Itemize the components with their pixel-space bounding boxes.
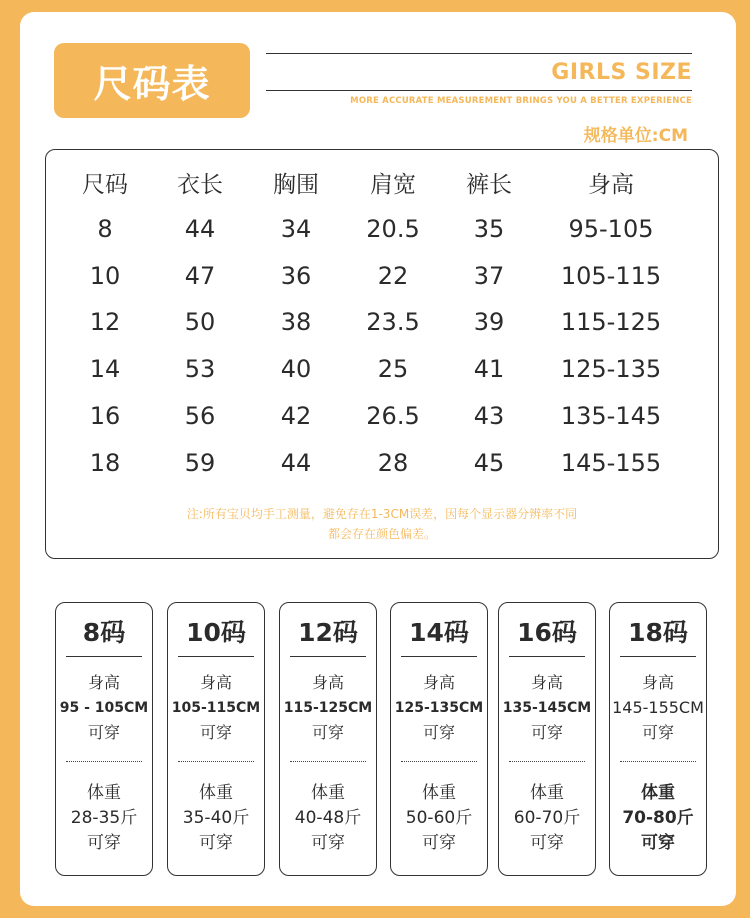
size-card	[498, 602, 596, 876]
size-card-title: 16码	[517, 618, 577, 647]
size-card-title: 12码	[298, 618, 358, 647]
header-rule-bottom	[266, 90, 692, 91]
height-value: 125-135CM	[394, 700, 484, 716]
note-line: 都会存在颜色偏差。	[327, 527, 436, 541]
height-label: 身高	[87, 673, 120, 692]
size-card	[167, 602, 265, 876]
table-cell: 59	[184, 449, 216, 477]
column-header: 尺码	[82, 171, 128, 198]
size-card	[279, 602, 377, 876]
height-label: 身高	[641, 673, 674, 692]
weight-fit: 可穿	[641, 833, 675, 853]
size-card-title: 8码	[82, 618, 126, 647]
weight-fit: 可穿	[530, 833, 564, 853]
height-label: 身高	[199, 673, 232, 692]
weight-fit: 可穿	[199, 833, 233, 853]
table-cell: 26.5	[366, 402, 420, 430]
height-fit: 可穿	[199, 723, 232, 742]
table-cell: 39	[473, 308, 505, 336]
size-card-dotted-divider	[178, 761, 254, 762]
header-rule-top	[266, 53, 692, 54]
weight-label: 体重	[311, 783, 345, 803]
table-cell: 25	[377, 355, 409, 383]
note-line: 注:所有宝贝均手工测量，避免存在1-3CM误差，因每个显示器分辨率不同	[186, 507, 578, 521]
size-card-title: 18码	[628, 618, 688, 647]
table-cell: 8	[97, 215, 113, 243]
table-cell: 50	[184, 308, 216, 336]
table-cell: 34	[280, 215, 312, 243]
table-cell: 47	[184, 262, 216, 290]
table-cell: 38	[280, 308, 312, 336]
brand-title: GIRLS SIZE	[551, 60, 692, 85]
table-row	[46, 256, 718, 296]
page-title: 尺码表	[93, 62, 211, 106]
table-cell: 36	[280, 262, 312, 290]
table-cell: 125-135	[560, 355, 662, 383]
size-card-divider	[290, 656, 366, 657]
size-table	[45, 149, 719, 559]
table-row	[46, 396, 718, 436]
weight-value: 70-80斤	[622, 808, 694, 828]
weight-fit: 可穿	[87, 833, 121, 853]
table-cell: 44	[280, 449, 312, 477]
height-fit: 可穿	[641, 723, 674, 742]
header-subtitle: MORE ACCURATE MEASUREMENT BRINGS YOU A BETTER EXPERIENCE	[350, 96, 692, 106]
height-label: 身高	[422, 673, 455, 692]
weight-value: 60-70斤	[513, 808, 581, 828]
size-card-dotted-divider	[620, 761, 696, 762]
table-cell: 42	[280, 402, 312, 430]
height-value: 95 - 105CM	[59, 700, 149, 716]
size-card-divider	[178, 656, 254, 657]
page-title-badge	[54, 43, 250, 118]
unit-label: 规格单位:CM	[583, 126, 688, 146]
table-cell: 35	[473, 215, 505, 243]
height-fit: 可穿	[422, 723, 455, 742]
size-card-title: 14码	[409, 618, 469, 647]
table-cell: 22	[377, 262, 409, 290]
size-card-divider	[401, 656, 477, 657]
table-cell: 145-155	[560, 449, 662, 477]
table-cell: 40	[280, 355, 312, 383]
table-cell: 44	[184, 215, 216, 243]
table-cell: 28	[377, 449, 409, 477]
table-cell: 43	[473, 402, 505, 430]
weight-label: 体重	[199, 783, 233, 803]
column-header: 肩宽	[370, 171, 416, 198]
column-header: 身高	[588, 171, 634, 198]
size-card-title: 10码	[186, 618, 246, 647]
table-cell: 95-105	[568, 215, 654, 243]
height-value: 135-145CM	[502, 700, 592, 716]
height-fit: 可穿	[87, 723, 120, 742]
size-card-divider	[509, 656, 585, 657]
table-cell: 23.5	[366, 308, 420, 336]
column-header: 衣长	[177, 171, 223, 198]
size-card	[390, 602, 488, 876]
column-header: 裤长	[466, 171, 512, 198]
weight-value: 28-35斤	[70, 808, 138, 828]
table-cell: 10	[89, 262, 121, 290]
weight-label: 体重	[530, 783, 564, 803]
weight-label: 体重	[87, 783, 121, 803]
weight-fit: 可穿	[311, 833, 345, 853]
size-card-dotted-divider	[509, 761, 585, 762]
weight-label: 体重	[641, 783, 675, 803]
measurement-note	[46, 504, 718, 544]
weight-value: 40-48斤	[294, 808, 362, 828]
table-cell: 53	[184, 355, 216, 383]
size-card-dotted-divider	[66, 761, 142, 762]
table-cell: 135-145	[560, 402, 662, 430]
table-cell: 16	[89, 402, 121, 430]
table-cell: 56	[184, 402, 216, 430]
height-fit: 可穿	[311, 723, 344, 742]
size-card-divider	[620, 656, 696, 657]
weight-value: 35-40斤	[182, 808, 250, 828]
table-cell: 12	[89, 308, 121, 336]
table-row	[46, 349, 718, 389]
column-header: 胸围	[273, 171, 319, 198]
weight-label: 体重	[422, 783, 456, 803]
size-card-dotted-divider	[401, 761, 477, 762]
table-cell: 45	[473, 449, 505, 477]
height-value: 115-125CM	[283, 700, 373, 716]
height-fit: 可穿	[530, 723, 563, 742]
table-cell: 20.5	[366, 215, 420, 243]
size-card-divider	[66, 656, 142, 657]
table-header-row	[46, 162, 718, 202]
weight-value: 50-60斤	[405, 808, 473, 828]
size-card	[55, 602, 153, 876]
height-label: 身高	[311, 673, 344, 692]
height-value: 105-115CM	[171, 700, 261, 716]
table-cell: 105-115	[560, 262, 662, 290]
table-cell: 115-125	[560, 308, 662, 336]
size-card-dotted-divider	[290, 761, 366, 762]
table-row	[46, 209, 718, 249]
height-label: 身高	[530, 673, 563, 692]
table-cell: 14	[89, 355, 121, 383]
size-card	[609, 602, 707, 876]
table-cell: 37	[473, 262, 505, 290]
table-cell: 18	[89, 449, 121, 477]
table-row	[46, 443, 718, 483]
weight-fit: 可穿	[422, 833, 456, 853]
height-value: 145-155CM	[612, 698, 704, 717]
table-cell: 41	[473, 355, 505, 383]
table-row	[46, 302, 718, 342]
